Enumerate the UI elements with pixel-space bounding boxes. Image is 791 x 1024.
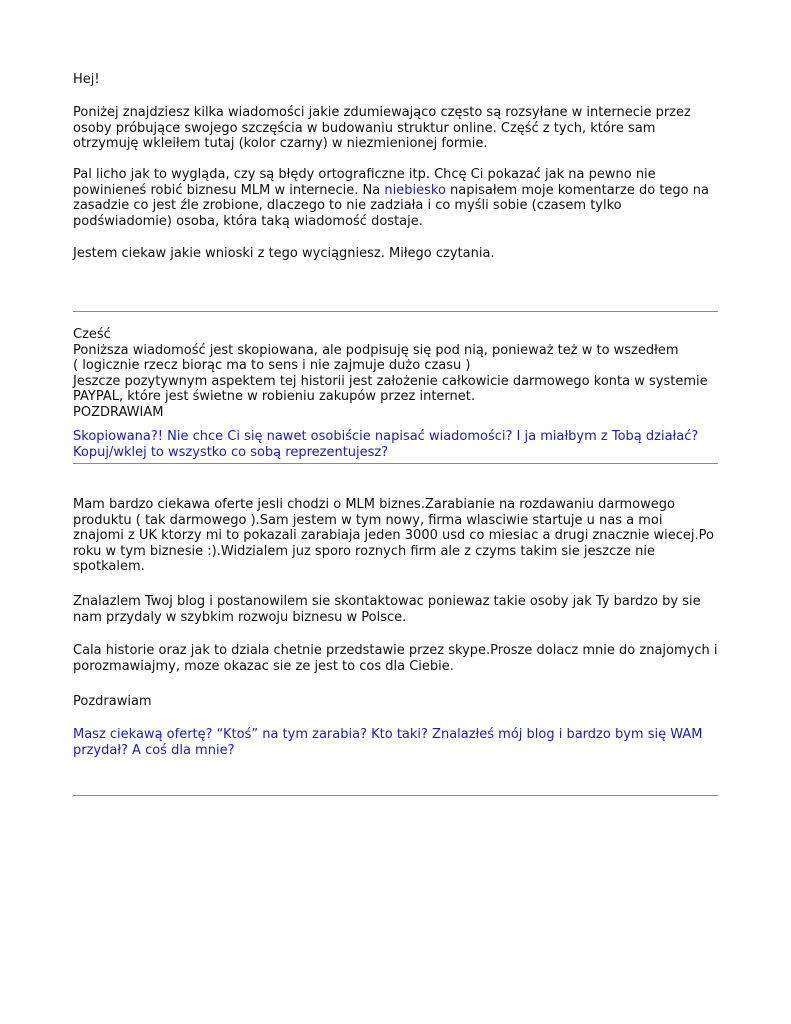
intro-paragraph-1: Poniżej znajdziesz kilka wiadomości jakie zdumiewająco często są rozsyłane w internecie przez osoby próbujące swojego szczęścia w budowaniu struktur online. Część z tych, które sam otrzymuję wkleiłem tutaj (kolor czarny) w niezmienionej formie. <box>73 105 691 152</box>
divider-3 <box>73 795 718 796</box>
message-1-text: Cześć Poniższa wiadomość jest skopiowana, ale podpisuję się pod nią, ponieważ też w to wszedłem ( logicznie rzecz biorąc ma to sens i nie zajmuje dużo czasu ) Jeszcze pozytywnym aspektem tej historii jest założenie całkowicie darmowego konta w systemie PAYPAL, które jest świetne w robieniu zakupów przez internet. POZDRAWIAM <box>73 327 708 420</box>
message-2-paragraph-2: Znalazlem Twoj blog i postanowilem sie skontaktowac poniewaz takie osoby jak Ty bardzo by sie nam przydaly w szybkim rozwoju biznesu w Polsce. <box>73 594 701 625</box>
message-1-comment: Skopiowana?! Nie chce Ci się nawet osobiście napisać wiadomości? I ja miałbym z Tobą działać? Kopuj/wklej to wszystko co sobą reprezentujesz? <box>73 429 699 460</box>
intro-paragraph-2-start: Pal licho jak to wygląda, czy są błędy ortograficzne itp. Chcę Ci pokazać jak na pewno nie powinieneś robić biznesu MLM w internecie. Na <box>73 167 656 198</box>
message-2-paragraph-1: Mam bardzo ciekawa oferte jesli chodzi o MLM biznes.Zarabianie na rozdawaniu darmowego produktu ( tak darmowego ).Sam jestem w tym nowy, firma wlasciwie startuje u nas a moi znajomi z UK ktorzy mi to pokazali zarabiaja jeden 3000 usd co miesiac a drugi znacznie wiecej.Po roku w tym biznesie :).Widzialem juz sporo roznych firm ale z czyms takim sie jeszcze nie spotkalem. <box>73 497 714 575</box>
message-2-signoff: Pozdrawiam <box>73 694 152 709</box>
divider-2 <box>73 463 718 464</box>
divider-1 <box>73 311 718 312</box>
blue-word-niebiesko: niebiesko <box>384 182 446 198</box>
intro-paragraph-2-end: napisałem moje komentarze do tego na zasadzie co jest źle zrobione, dlaczego to nie zadziała i co myśli sobie (czasem tylko podświadomie) osoba, która taką wiadomość dostaje. <box>73 182 709 229</box>
message-2-comment: Masz ciekawą ofertę? “Ktoś” na tym zarabia? Kto taki? Znalazłeś mój blog i bardzo bym się WAM przydał? A coś dla mnie? <box>73 727 703 758</box>
intro-paragraph-3: Jestem ciekaw jakie wnioski z tego wyciągniesz. Miłego czytania. <box>73 246 495 261</box>
message-2-paragraph-3: Cala historie oraz jak to dziala chetnie przedstawie przez skype.Prosze dolacz mnie do znajomych i porozmawiajmy, moze okazac sie ze jest to cos dla Ciebie. <box>73 643 718 674</box>
intro-paragraph-2 <box>73 167 723 229</box>
greeting: Hej! <box>73 72 100 87</box>
